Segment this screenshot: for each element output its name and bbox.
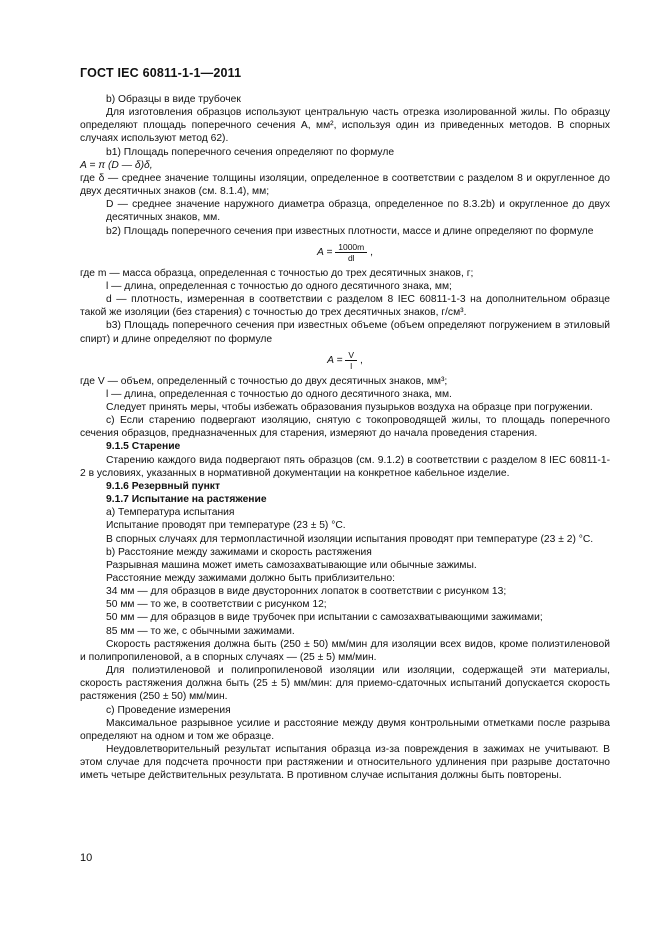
section-heading: 9.1.7 Испытание на растяжение bbox=[106, 494, 267, 506]
list-item: 50 мм — то же, в соответствии с рисунком 12; bbox=[106, 599, 327, 611]
paragraph: Неудовлетворительный результат испытания образца из-за повреждения в зажимах не учитывают. В этом случае для подсчета прочности при растяжении и относительного удлинения при разрыве достаточно иметь четыре действительных результата. В противном случае испытания должны быть повторены. bbox=[80, 744, 610, 782]
paragraph: Следует принять меры, чтобы избежать образования пузырьков воздуха на образце при погружении. bbox=[106, 401, 593, 413]
formula-2-left: A = bbox=[317, 246, 333, 258]
formula-2-denominator: dl bbox=[347, 252, 355, 263]
paragraph: Расстояние между зажимами должно быть приблизительно: bbox=[106, 573, 395, 584]
formula-3-fraction bbox=[345, 350, 357, 371]
formula-2-numerator: 1000m bbox=[335, 242, 367, 253]
paragraph: где m — масса образца, определенная с точностью до трех десятичных знаков, г; bbox=[80, 267, 474, 279]
paragraph: с) Если старению подвергают изоляцию, снятую с токопроводящей жилы, то площадь поперечного сечения образцов, предназначенных для старения, измеряют до начала проведения старения. bbox=[80, 415, 610, 440]
formula-2 bbox=[80, 242, 610, 263]
paragraph: l — длина, определенная с точностью до одного десятичного знака, мм. bbox=[106, 388, 452, 400]
paragraph: b2) Площадь поперечного сечения при известных плотности, массе и длине определяют по формуле bbox=[106, 225, 594, 237]
paragraph: b1) Площадь поперечного сечения определяют по формуле bbox=[106, 146, 395, 158]
formula-3-right: , bbox=[359, 354, 363, 366]
document-header: ГОСТ IEC 60811-1-1—2011 bbox=[80, 66, 242, 80]
paragraph: Для полиэтиленовой и полипропиленовой изоляции или изоляции, содержащей эти материалы, скорость растяжения должна быть (25 ± 5) мм/мин: для приемо-сдаточных испытаний допускается скорость растяжения (250 ± 50) мм/мин. bbox=[80, 665, 610, 703]
formula-3 bbox=[80, 350, 610, 371]
paragraph: Для изготовления образцов используют центральную часть отрезка изолированной жилы. По образцу определяют площадь поперечного сечения A, мм², используя один из приведенных методов. В спорных случаях используют метод 62). bbox=[80, 107, 610, 145]
paragraph: Разрывная машина может иметь самозахватывающие или обычные зажимы. bbox=[106, 559, 477, 571]
paragraph: Скорость растяжения должна быть (250 ± 50) мм/мин для изоляции всех видов, кроме полиэтиленовой и полипропиленовой, а в спорных случаях — (25 ± 5) мм/мин. bbox=[80, 638, 610, 663]
paragraph: b) Расстояние между зажимами и скорость растяжения bbox=[106, 546, 372, 558]
formula-3-left: A = bbox=[327, 354, 343, 366]
list-item: 34 мм — для образцов в виде двусторонних лопаток в соответствии с рисунком 13; bbox=[106, 586, 507, 598]
paragraph: где δ — среднее значение толщины изоляции, определенное в соответствии с разделом 8 и округленное до двух десятичных знаков (см. 8.1.4), мм; bbox=[80, 172, 610, 198]
paragraph: Старению каждого вида подвергают пять образцов (см. 9.1.2) в соответствии с разделом 8 IEC 60811-1-2 в условиях, указанных в нормативной документации на конкретное кабельное изделие. bbox=[80, 454, 610, 479]
formula-2-right: , bbox=[370, 246, 373, 258]
paragraph: d — плотность, измеренная в соответствии с разделом 8 IEC 60811-1-3 на дополнительном образце такой же изоляции (без старения) с точностью до трех десятичных знаков, г/см³. bbox=[80, 294, 610, 319]
section-heading: 9.1.5 Старение bbox=[106, 441, 181, 453]
paragraph: l — длина, определенная с точностью до одного десятичного знака, мм; bbox=[106, 280, 452, 292]
page-number: 10 bbox=[80, 852, 93, 864]
section-heading: 9.1.6 Резервный пункт bbox=[106, 480, 220, 492]
formula-3-numerator: V bbox=[345, 350, 357, 361]
paragraph: с) Проведение измерения bbox=[106, 704, 231, 716]
list-item: 50 мм — для образцов в виде трубочек при испытании с самозахватывающими зажимами; bbox=[106, 612, 543, 624]
paragraph: а) Температура испытания bbox=[106, 507, 235, 519]
formula-1: A = π (D — δ)δ, bbox=[80, 159, 153, 171]
paragraph: Испытание проводят при температуре (23 ± 5) °С. bbox=[106, 520, 346, 532]
paragraph: b3) Площадь поперечного сечения при известных объеме (объем определяют погружением в этиловый спирт) и длине определяют по формуле bbox=[80, 320, 610, 345]
paragraph: В спорных случаях для термопластичной изоляции испытания проводят при температуре (23 ± 2) °С. bbox=[106, 533, 594, 545]
formula-3-denominator: l bbox=[350, 360, 353, 371]
list-item: 85 мм — то же, с обычными зажимами. bbox=[106, 625, 295, 637]
document-body bbox=[80, 93, 610, 783]
paragraph: где V — объем, определенный с точностью до двух десятичных знаков, мм³; bbox=[80, 375, 448, 387]
paragraph: b) Образцы в виде трубочек bbox=[106, 94, 241, 105]
paragraph: Максимальное разрывное усилие и расстояние между двумя контрольными отметками после разрыва определяют на одном и том же образце. bbox=[80, 717, 610, 742]
formula-2-fraction bbox=[335, 242, 367, 263]
paragraph: D — среднее значение наружного диаметра образца, определенное по 8.3.2b) и округленное до двух десятичных знаков, мм. bbox=[106, 199, 610, 224]
